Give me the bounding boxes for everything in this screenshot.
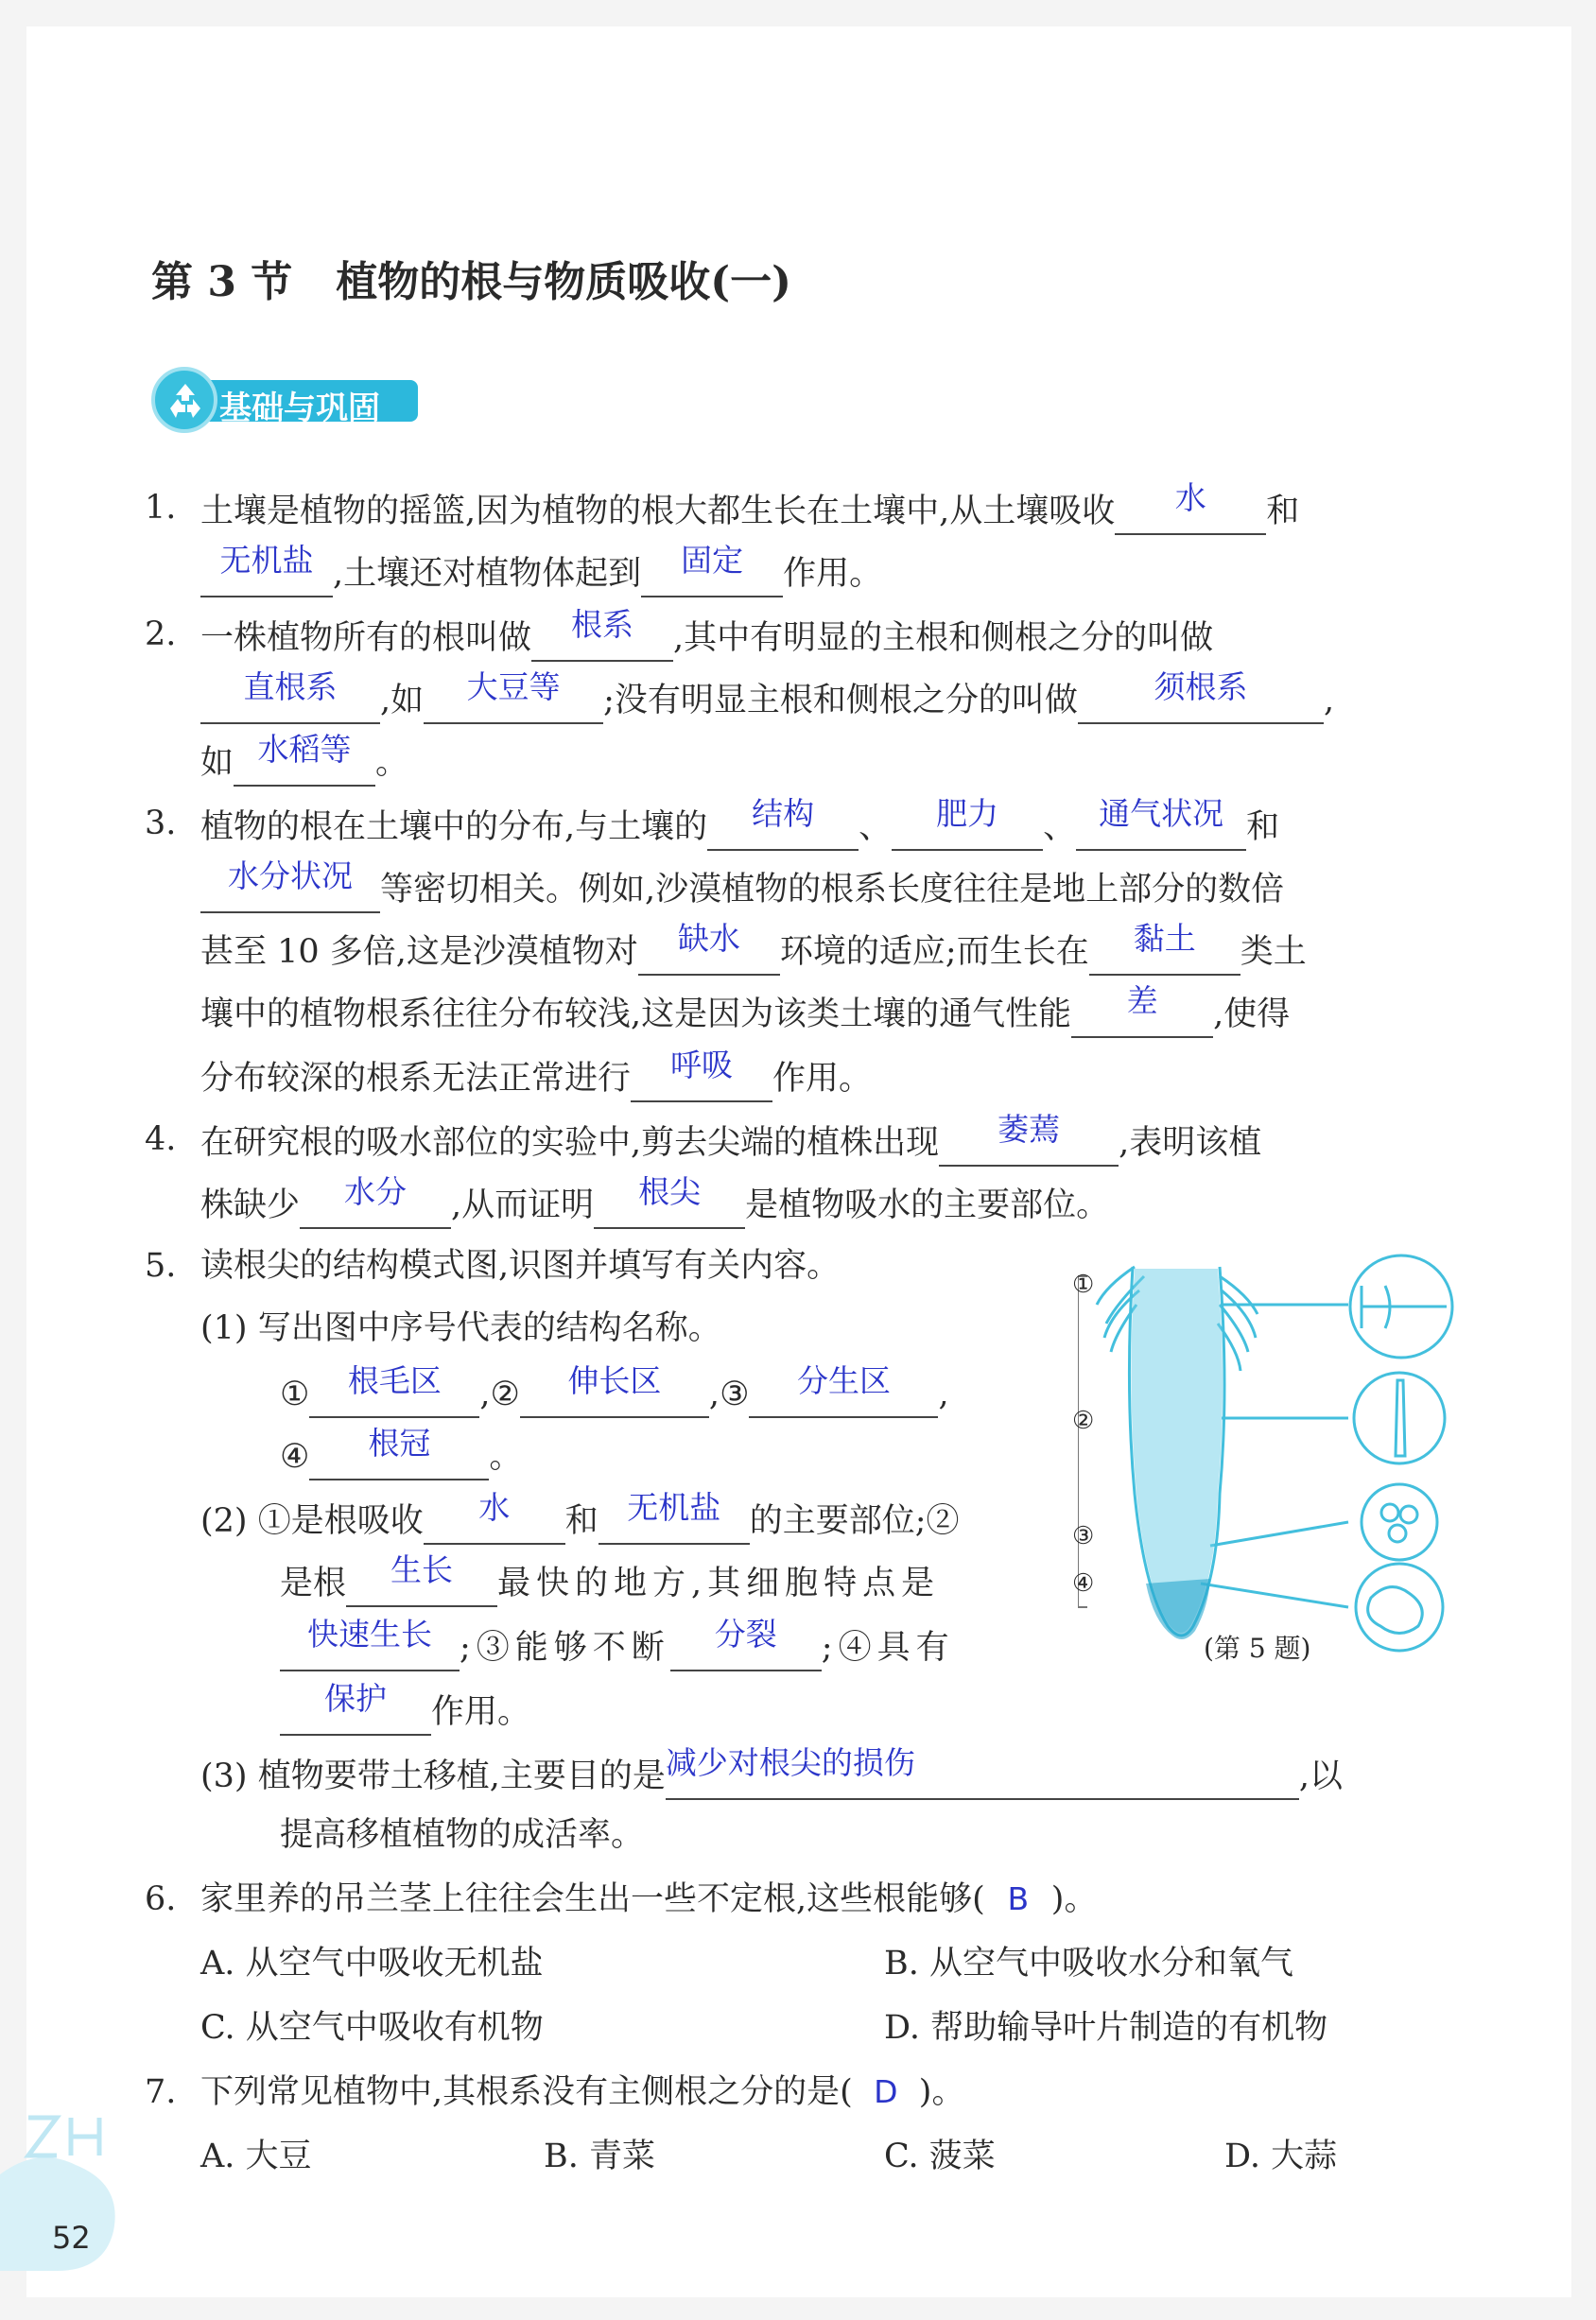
q3-line2 bbox=[200, 857, 1285, 913]
q6-option-d[interactable]: D. 帮助输导叶片制造的有机物 bbox=[884, 2009, 1328, 2047]
q5-text: ;③能够不断 bbox=[460, 1629, 670, 1667]
q3-blank-1[interactable] bbox=[707, 795, 859, 851]
q3-answer-7: 差 bbox=[1126, 982, 1158, 1019]
q6-stem bbox=[200, 1876, 1097, 1923]
q3-text: ,使得 bbox=[1213, 996, 1291, 1033]
q3-text: 环境的适应;而生长在 bbox=[779, 933, 1089, 971]
q3-text: 壤中的植物根系往往分布较浅,这是因为该类土壤的通气性能 bbox=[200, 996, 1072, 1033]
q1-answer-3: 固定 bbox=[681, 542, 744, 579]
q3-text: 类土 bbox=[1240, 933, 1307, 971]
q6-number: 6. bbox=[145, 1880, 177, 1918]
q1-text: 作用。 bbox=[783, 555, 883, 593]
q5-circle-1: ① bbox=[280, 1376, 310, 1413]
q3-answer-8: 呼吸 bbox=[670, 1047, 734, 1083]
q5-p2-blank-5[interactable] bbox=[670, 1616, 822, 1671]
q5-part3-line2: 提高移植植物的成活率。 bbox=[280, 1816, 645, 1854]
q6-option-b[interactable]: B. 从空气中吸收水分和氧气 bbox=[884, 1945, 1293, 1982]
q5-text: 的主要部位;② bbox=[749, 1502, 960, 1540]
badge-label: 基础与巩固 bbox=[219, 390, 380, 427]
q4-line2 bbox=[200, 1173, 1110, 1229]
q5-text: 是根 bbox=[280, 1565, 347, 1602]
q2-text: 如 bbox=[200, 744, 234, 782]
section-heading: 植物的根与物质吸收(一) bbox=[336, 258, 791, 306]
q3-text: 作用。 bbox=[772, 1060, 873, 1098]
q2-answer-1: 根系 bbox=[571, 606, 634, 643]
q5-circle-2: ② bbox=[490, 1376, 520, 1413]
q3-line5 bbox=[200, 1047, 873, 1102]
q2-line1 bbox=[200, 606, 1214, 662]
q3-answer-3: 通气状况 bbox=[1099, 795, 1224, 832]
q3-answer-5: 缺水 bbox=[677, 920, 740, 957]
q5-text: 和 bbox=[564, 1502, 598, 1540]
q4-blank-2[interactable] bbox=[300, 1173, 451, 1229]
q5-separator: , bbox=[708, 1376, 720, 1413]
page-number: 52 bbox=[52, 2220, 91, 2256]
q5-part1-line2 bbox=[280, 1425, 523, 1480]
figure-label-1: ① bbox=[1072, 1271, 1095, 1299]
q3-text: 分布较深的根系无法正常进行 bbox=[200, 1060, 632, 1098]
q3-text: 和 bbox=[1246, 808, 1280, 846]
q5-p2-blank-2[interactable] bbox=[598, 1489, 750, 1545]
q3-text: 甚至 10 多倍,这是沙漠植物对 bbox=[200, 933, 638, 971]
q5-part1-line1 bbox=[280, 1362, 949, 1418]
q1-text: 土壤是植物的摇篮,因为植物的根大都生长在土壤中,从土壤吸收 bbox=[200, 493, 1116, 530]
q5-text: 最快的地方,其细胞特点是 bbox=[497, 1565, 941, 1602]
section-number: 第 3 节 bbox=[151, 258, 293, 306]
q3-blank-8[interactable] bbox=[631, 1047, 772, 1102]
q3-line3 bbox=[200, 920, 1307, 976]
section-title bbox=[151, 248, 791, 308]
q5-p2-blank-1[interactable] bbox=[424, 1489, 565, 1545]
q2-line3 bbox=[200, 731, 409, 787]
q5-part1-text: 写出图中序号代表的结构名称。 bbox=[257, 1309, 721, 1347]
q5-blank-4[interactable] bbox=[309, 1425, 489, 1480]
q4-blank-1[interactable] bbox=[939, 1111, 1119, 1167]
q1-blank-1[interactable] bbox=[1115, 479, 1266, 535]
q5-p2-answer-2: 无机盐 bbox=[627, 1489, 721, 1526]
q5-text: 作用。 bbox=[431, 1693, 531, 1731]
q3-line1 bbox=[200, 795, 1280, 851]
q2-answer-3: 大豆等 bbox=[466, 668, 561, 705]
q5-answer-3: 分生区 bbox=[796, 1362, 891, 1399]
q2-text: 。 bbox=[375, 744, 409, 782]
q6-text: 家里养的吊兰茎上往往会生出一些不定根,这些根能够( bbox=[200, 1880, 985, 1918]
q2-blank-5[interactable] bbox=[234, 731, 375, 787]
q5-text: ;④具有 bbox=[821, 1629, 955, 1667]
q5-answer-4: 根冠 bbox=[368, 1425, 431, 1462]
q5-text: ①是根吸收 bbox=[257, 1502, 424, 1540]
q1-text: 和 bbox=[1266, 493, 1300, 530]
q3-answer-2: 肥力 bbox=[936, 795, 999, 832]
q3-blank-4[interactable] bbox=[200, 857, 380, 913]
q2-blank-1[interactable] bbox=[531, 606, 673, 662]
q6-option-a[interactable]: A. 从空气中吸收无机盐 bbox=[200, 1945, 544, 1982]
q5-part3-line1 bbox=[200, 1744, 1343, 1800]
q5-separator: , bbox=[479, 1376, 491, 1413]
q2-answer-5: 水稻等 bbox=[257, 731, 352, 768]
q4-text: ,表明该植 bbox=[1119, 1124, 1262, 1162]
q1-number: 1. bbox=[145, 489, 177, 527]
q7-option-a[interactable]: A. 大豆 bbox=[200, 2138, 312, 2175]
q6-option-c[interactable]: C. 从空气中吸收有机物 bbox=[200, 2009, 544, 2047]
q3-answer-6: 黏土 bbox=[1133, 920, 1196, 957]
q5-p2-blank-6[interactable] bbox=[280, 1680, 431, 1736]
q5-p2-answer-6: 保护 bbox=[324, 1680, 387, 1717]
q5-p2-blank-4[interactable] bbox=[280, 1616, 460, 1671]
q7-number: 7. bbox=[145, 2073, 177, 2111]
q5-part2-line2 bbox=[280, 1551, 941, 1607]
q3-text: 等密切相关。例如,沙漠植物的根系长度往往是地上部分的数倍 bbox=[380, 871, 1285, 909]
q4-number: 4. bbox=[145, 1120, 177, 1158]
q1-answer-2: 无机盐 bbox=[219, 542, 314, 579]
q3-line4 bbox=[200, 982, 1291, 1038]
q2-text: ,其中有明显的主根和侧根之分的叫做 bbox=[673, 619, 1214, 657]
q3-blank-6[interactable] bbox=[1089, 920, 1240, 976]
q4-text: 株缺少 bbox=[200, 1186, 301, 1224]
q5-circle-3: ③ bbox=[720, 1376, 750, 1413]
q5-text: ,以 bbox=[1298, 1757, 1343, 1795]
q5-part2-line4 bbox=[280, 1680, 531, 1736]
q2-text: 一株植物所有的根叫做 bbox=[200, 619, 532, 657]
q3-blank-3[interactable] bbox=[1076, 795, 1246, 851]
q1-line2 bbox=[200, 542, 883, 597]
q5-p2-answer-1: 水 bbox=[478, 1489, 511, 1526]
root-tip-figure bbox=[1072, 1248, 1475, 1664]
q3-text: 植物的根在土壤中的分布,与土壤的 bbox=[200, 808, 708, 846]
q1-line1 bbox=[200, 479, 1300, 535]
q5-p2-answer-5: 分裂 bbox=[714, 1616, 777, 1653]
q5-part2-line1 bbox=[200, 1489, 960, 1545]
q5-answer-2: 伸长区 bbox=[567, 1362, 662, 1399]
q5-separator: , bbox=[938, 1376, 949, 1413]
q5-p3-answer-1: 减少对根尖的损伤 bbox=[665, 1744, 915, 1781]
q7-text: 下列常见植物中,其根系没有主侧根之分的是( bbox=[200, 2073, 853, 2111]
q2-blank-4[interactable] bbox=[1078, 668, 1324, 724]
q3-separator: 、 bbox=[859, 808, 893, 846]
q5-circle-4: ④ bbox=[280, 1438, 310, 1476]
q4-text: 是植物吸水的主要部位。 bbox=[745, 1186, 1110, 1224]
q5-p2-blank-3[interactable] bbox=[346, 1551, 497, 1607]
q4-text: ,从而证明 bbox=[451, 1186, 595, 1224]
q5-number: 5. bbox=[145, 1247, 177, 1285]
q1-blank-2[interactable] bbox=[200, 542, 333, 597]
q2-line2 bbox=[200, 668, 1335, 724]
q4-text: 在研究根的吸水部位的实验中,剪去尖端的植株出现 bbox=[200, 1124, 940, 1162]
q4-line1 bbox=[200, 1111, 1262, 1167]
q1-answer-1: 水 bbox=[1174, 479, 1206, 516]
q7-option-c[interactable]: C. 菠菜 bbox=[884, 2138, 996, 2175]
q3-answer-4: 水分状况 bbox=[228, 857, 353, 894]
q5-intro: 读根尖的结构模式图,识图并填写有关内容。 bbox=[200, 1247, 841, 1285]
q2-answer-4: 须根系 bbox=[1154, 668, 1248, 705]
q7-answer[interactable]: D bbox=[874, 2073, 898, 2110]
q3-number: 3. bbox=[145, 805, 177, 842]
q5-p2-answer-4: 快速生长 bbox=[307, 1616, 432, 1653]
q5-blank-3[interactable] bbox=[749, 1362, 938, 1418]
q5-answer-1: 根毛区 bbox=[347, 1362, 442, 1399]
q2-blank-2[interactable] bbox=[200, 668, 380, 724]
q4-answer-1: 萎蔫 bbox=[998, 1111, 1061, 1148]
q6-close: )。 bbox=[1050, 1880, 1098, 1918]
q3-blank-5[interactable] bbox=[638, 920, 780, 976]
q2-number: 2. bbox=[145, 615, 177, 653]
q4-blank-3[interactable] bbox=[594, 1173, 745, 1229]
q5-blank-1[interactable] bbox=[309, 1362, 479, 1418]
q7-option-b[interactable]: B. 青菜 bbox=[544, 2138, 655, 2175]
q2-blank-3[interactable] bbox=[424, 668, 603, 724]
q4-answer-2: 水分 bbox=[344, 1173, 408, 1210]
figure-caption: (第 5 题) bbox=[1204, 1633, 1311, 1664]
q2-text: ,如 bbox=[380, 682, 425, 719]
q7-close: )。 bbox=[918, 2073, 965, 2111]
section-badge bbox=[151, 367, 425, 433]
q5-blank-2[interactable] bbox=[520, 1362, 709, 1418]
q6-answer[interactable]: B bbox=[1007, 1880, 1030, 1917]
q5-p3-blank-1[interactable] bbox=[665, 1744, 1299, 1800]
figure-label-3: ③ bbox=[1072, 1522, 1095, 1550]
q3-separator: 、 bbox=[1043, 808, 1077, 846]
q4-answer-3: 根尖 bbox=[638, 1173, 702, 1210]
q2-answer-2: 直根系 bbox=[243, 668, 338, 705]
q1-blank-3[interactable] bbox=[641, 542, 783, 597]
q3-blank-2[interactable] bbox=[892, 795, 1043, 851]
q5-p2-answer-3: 生长 bbox=[390, 1551, 454, 1588]
recycle-icon bbox=[151, 367, 217, 433]
q5-text: 植物要带土移植,主要目的是 bbox=[257, 1757, 666, 1795]
q5-part3-label: (3) bbox=[200, 1757, 248, 1795]
q5-end: 。 bbox=[489, 1438, 523, 1476]
figure-label-4: ④ bbox=[1072, 1569, 1095, 1598]
badge-bar bbox=[197, 380, 418, 427]
q2-text: ;没有明显主根和侧根之分的叫做 bbox=[603, 682, 1078, 719]
figure-label-2: ② bbox=[1072, 1407, 1095, 1435]
q5-part2-line3 bbox=[280, 1616, 955, 1671]
q7-option-d[interactable]: D. 大蒜 bbox=[1224, 2138, 1338, 2175]
q5-part1-header bbox=[200, 1305, 721, 1352]
q1-text: ,土壤还对植物体起到 bbox=[333, 555, 642, 593]
q3-blank-7[interactable] bbox=[1071, 982, 1213, 1038]
q5-part2-label: (2) bbox=[200, 1502, 248, 1540]
q3-answer-1: 结构 bbox=[752, 795, 815, 832]
q7-stem bbox=[200, 2069, 964, 2116]
q2-text: , bbox=[1323, 682, 1335, 719]
q5-part1-label: (1) bbox=[200, 1309, 248, 1347]
